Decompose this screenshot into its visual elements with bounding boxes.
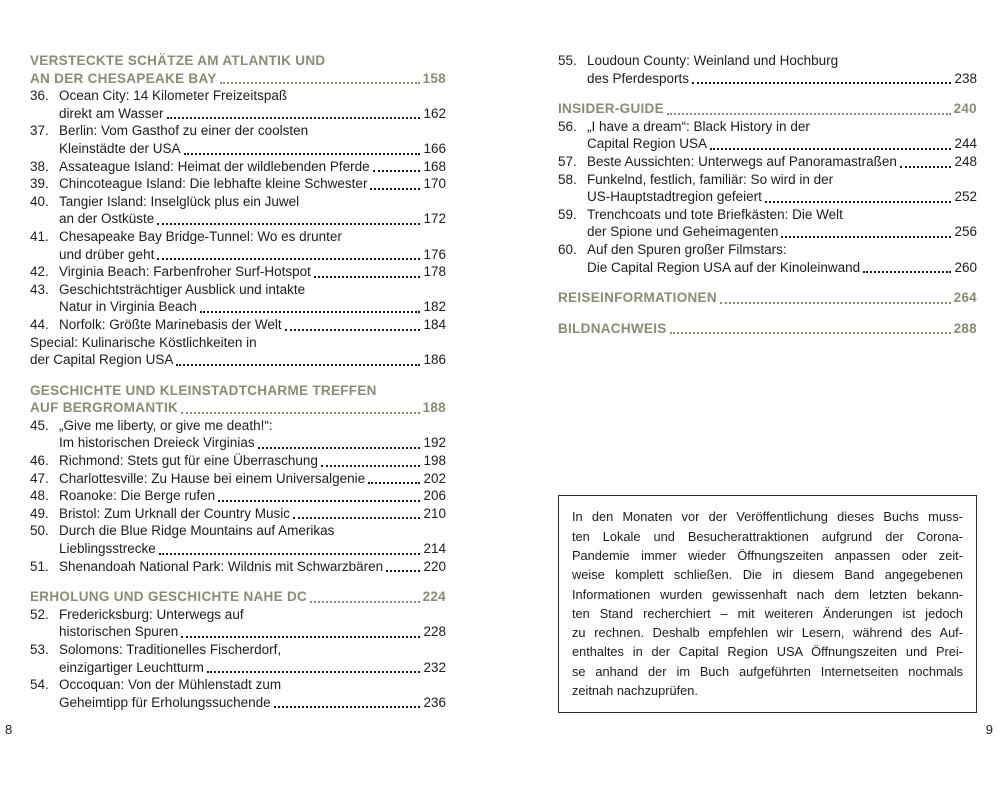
toc-entry-number: 50.: [30, 523, 49, 539]
toc-heading-text: REISEINFORMATIONEN: [558, 290, 717, 306]
toc-entry-text: Charlottesville: Zu Hause bei einem Universalgenie: [59, 470, 366, 486]
toc-entry-page: 182: [423, 299, 446, 315]
toc-entry-text: einzigartiger Leuchtturm: [59, 659, 204, 675]
toc-entry-text: Norfolk: Größte Marinebasis der Welt: [59, 316, 282, 332]
toc-entry-line: [30, 105, 446, 123]
dot-leader: [184, 153, 421, 155]
toc-entry-text: Im historischen Dreieck Virginias: [59, 435, 255, 451]
toc-entry-line: [558, 52, 977, 70]
page-number-right: 9: [985, 722, 993, 737]
toc-entry-line: [558, 188, 977, 206]
toc-entry-line: [558, 206, 977, 224]
toc-entry-number: 46.: [30, 453, 49, 469]
toc-entry-text: Virginia Beach: Farbenfroher Surf-Hotspot: [59, 264, 311, 280]
dot-leader: [900, 166, 952, 168]
toc-entry-line: [30, 641, 446, 659]
toc-entry-text: Funkelnd, festlich, familiär: So wird in der: [587, 171, 834, 187]
dot-leader: [218, 500, 420, 502]
toc-entry-line: [30, 505, 446, 523]
toc-entry-line: [558, 118, 977, 136]
toc-entry-line: [30, 676, 446, 694]
notice-line: weise komplett schließen. Die in diesem Band angegebenen: [572, 567, 963, 583]
toc-entry-line: [30, 558, 446, 576]
toc-entry-page: 248: [954, 153, 977, 169]
toc-entry-line: [558, 259, 977, 277]
toc-entry-number: 60.: [558, 241, 577, 257]
dot-leader: [157, 223, 420, 225]
toc-entry-line: [558, 223, 977, 241]
toc-heading-line: [558, 100, 977, 118]
toc-entry-number: 39.: [30, 176, 49, 192]
toc-entry-line: [30, 487, 446, 505]
toc-entry-text: der Capital Region USA: [30, 352, 174, 368]
toc-entry-page: 192: [423, 435, 446, 451]
dot-leader: [181, 412, 420, 414]
toc-entry-text: historischen Spuren: [59, 624, 179, 640]
toc-section: [30, 382, 446, 576]
toc-entry-page: 244: [954, 136, 977, 152]
notice-line: ten Stand recherchiert – mit weiteren Änderungen ist jedoch: [572, 605, 963, 621]
toc-entry-number: 45.: [30, 417, 49, 433]
toc-entry-line: [558, 153, 977, 171]
dot-leader: [314, 276, 421, 278]
toc-entry-line: [30, 434, 446, 452]
dot-leader: [285, 329, 421, 331]
toc-entry-text: Solomons: Traditionelles Fischerdorf,: [59, 642, 282, 657]
toc-entry-page: 256: [954, 224, 977, 240]
toc-entry-page: 260: [954, 259, 977, 275]
toc-section: [30, 588, 446, 711]
toc-entry-text: Lieblingsstrecke: [59, 541, 156, 557]
toc-heading-line: [30, 588, 446, 606]
toc-entry-line: [30, 540, 446, 558]
toc-entry-line: [30, 263, 446, 281]
toc-entry-line: [30, 623, 446, 641]
dot-leader: [220, 82, 420, 84]
dot-leader: [765, 201, 952, 203]
toc-entry-line: [30, 417, 446, 435]
right-page-column: [558, 52, 977, 713]
toc-entry-line: [558, 135, 977, 153]
toc-entry-line: [558, 241, 977, 259]
toc-entry-number: 56.: [558, 118, 577, 134]
dot-leader: [157, 258, 420, 260]
toc-heading-text: AUF BERGROMANTIK: [30, 400, 179, 416]
toc-entry-page: 198: [423, 453, 446, 469]
notice-line: ten Lokale und Besucherattraktionen aufgrund der Corona-: [572, 528, 963, 544]
toc-heading-text: AN DER CHESAPEAKE BAY: [30, 70, 217, 86]
toc-entry-page: 178: [423, 264, 446, 280]
toc-entry-line: [30, 140, 446, 158]
toc-entry-text: Beste Aussichten: Unterwegs auf Panoramastraßen: [587, 153, 897, 169]
toc-entry-text: „I have a dream“: Black History in der: [587, 118, 810, 134]
toc-entry-text: Auf den Spuren großer Filmstars:: [587, 241, 787, 257]
toc-heading-line: [30, 70, 446, 88]
toc-entry-line: [30, 87, 446, 105]
toc-section: [558, 320, 977, 338]
toc-entry-line: [30, 694, 446, 712]
toc-entry-page: 214: [423, 541, 446, 557]
toc-entry-page: 238: [954, 70, 977, 86]
toc-entry-number: 55.: [558, 53, 577, 68]
toc-entry-line: [30, 470, 446, 488]
toc-heading-line: [30, 382, 446, 400]
toc-heading-page: 224: [422, 589, 446, 605]
toc-entry-page: 236: [423, 694, 446, 710]
toc-entry-line: [30, 334, 446, 352]
toc-heading-text: GESCHICHTE UND KLEINSTADTCHARME TREFFEN: [30, 382, 377, 398]
toc-entry-page: 202: [423, 470, 446, 486]
toc-entry-line: [30, 228, 446, 246]
dot-leader: [293, 517, 420, 519]
toc-entry-line: [30, 522, 446, 540]
toc-entry-number: 37.: [30, 123, 49, 139]
toc-entry-line: [30, 298, 446, 316]
dot-leader: [200, 311, 421, 313]
left-page-column: [30, 52, 446, 724]
toc-entry-page: 172: [423, 211, 446, 227]
toc-entry-text: Geschichtsträchtiger Ausblick und intakte: [59, 281, 306, 297]
page-number-left: 8: [5, 722, 13, 737]
toc-heading-text: VERSTECKTE SCHÄTZE AM ATLANTIK UND: [30, 53, 326, 68]
toc-entry-text: Die Capital Region USA auf der Kinoleinwand: [587, 259, 861, 275]
toc-entry-text: des Pferdesports: [587, 70, 690, 86]
toc-entry-text: Chesapeake Bay Bridge-Tunnel: Wo es drunter: [59, 228, 342, 244]
toc-entry-line: [30, 246, 446, 264]
toc-heading-page: 158: [422, 70, 446, 86]
dot-leader: [207, 671, 421, 673]
right-sections: [558, 52, 977, 337]
dot-leader: [863, 271, 951, 273]
toc-entry-text: Occoquan: Von der Mühlenstadt zum: [59, 677, 282, 693]
dot-leader: [667, 113, 951, 115]
toc-entry-number: 41.: [30, 228, 49, 244]
dot-leader: [692, 82, 951, 84]
dot-leader: [258, 447, 421, 449]
toc-entry-page: 220: [423, 558, 446, 574]
dot-leader: [321, 465, 421, 467]
dot-leader: [670, 332, 951, 334]
toc-entry-page: 176: [423, 246, 446, 262]
toc-entry-number: 47.: [30, 470, 49, 486]
toc-entry-text: Natur in Virginia Beach: [59, 299, 197, 315]
toc-entry-page: 232: [423, 659, 446, 675]
dot-leader: [386, 570, 420, 572]
dot-leader: [781, 236, 951, 238]
toc-entry-text: Trenchcoats und tote Briefkästen: Die Welt: [587, 206, 843, 222]
toc-entry-line: [30, 175, 446, 193]
toc-entry-page: 206: [423, 488, 446, 504]
toc-entry-line: [30, 606, 446, 624]
toc-entry-text: Geheimtipp für Erholungssuchende: [59, 694, 271, 710]
toc-entry-page: 170: [423, 176, 446, 192]
toc-entry-number: 43.: [30, 281, 49, 297]
dot-leader: [181, 636, 420, 638]
toc-heading-text: ERHOLUNG UND GESCHICHTE NAHE DC: [30, 589, 308, 605]
toc-entry-text: und drüber geht: [59, 246, 155, 262]
toc-entry-page: 252: [954, 189, 977, 205]
toc-entry-line: [30, 210, 446, 228]
toc-section: [558, 289, 977, 307]
toc-heading-page: 188: [422, 400, 446, 416]
toc-section: [30, 52, 446, 369]
toc-section: [558, 100, 977, 276]
toc-entry-page: 168: [423, 158, 446, 174]
toc-entry-number: 44.: [30, 316, 49, 332]
toc-entry-line: [30, 316, 446, 334]
toc-entry-text: Fredericksburg: Unterwegs auf: [59, 606, 244, 622]
toc-entry-line: [558, 171, 977, 189]
toc-entry-line: [30, 659, 446, 677]
toc-entry-text: Durch die Blue Ridge Mountains auf Amerikas: [59, 523, 335, 539]
toc-heading-text: BILDNACHWEIS: [558, 320, 667, 336]
toc-entry-text: Berlin: Vom Gasthof zu einer der coolsten: [59, 123, 309, 139]
toc-entry-text: Chincoteague Island: Die lebhafte kleine Schwester: [59, 176, 368, 192]
toc-entry-page: 166: [423, 140, 446, 156]
toc-entry-line: [30, 452, 446, 470]
toc-entry-text: an der Ostküste: [59, 211, 155, 227]
dot-leader: [176, 364, 420, 366]
toc-heading-page: 240: [953, 101, 977, 117]
toc-heading-line: [558, 289, 977, 307]
dot-leader: [720, 302, 951, 304]
toc-entry-text: Assateague Island: Heimat der wildlebenden Pferde: [59, 158, 370, 174]
toc-entry-line: [30, 122, 446, 140]
toc-entry-number: 53.: [30, 642, 49, 657]
notice-line: se anhand der im Buch aufgeführten Internetseiten nochmals: [572, 663, 963, 679]
toc-entry-line: [30, 351, 446, 369]
toc-entry-number: 48.: [30, 488, 49, 504]
toc-entry-number: 42.: [30, 264, 49, 280]
toc-entry-number: 54.: [30, 677, 49, 693]
toc-entry-text: der Spione und Geheimagenten: [587, 224, 779, 240]
toc-entry-number: 36.: [30, 88, 49, 104]
toc-entry-page: 184: [423, 316, 446, 332]
toc-entry-page: 228: [423, 624, 446, 640]
dot-leader: [368, 482, 420, 484]
toc-heading-line: [558, 320, 977, 338]
notice-box: [558, 495, 977, 713]
toc-heading-text: INSIDER-GUIDE: [558, 101, 664, 117]
notice-line: Informationen wurden gewissenhaft nach dem letzten bekann-: [572, 586, 963, 602]
dot-leader: [159, 553, 421, 555]
toc-entry-number: 40.: [30, 193, 49, 209]
notice-line: zu rechnen. Deshalb empfehlen wir Lesern, während des Auf-: [572, 625, 963, 641]
toc-entry-text: Special: Kulinarische Köstlichkeiten in: [30, 334, 257, 350]
toc-entry-line: [30, 281, 446, 299]
notice-line: Pandemie immer wieder Öffnungszeiten anpassen oder zeit-: [572, 547, 963, 563]
toc-entry-text: Roanoke: Die Berge rufen: [59, 488, 216, 504]
dot-leader: [167, 117, 421, 119]
toc-heading-line: [30, 52, 446, 70]
toc-section: [558, 52, 977, 87]
toc-entry-text: Ocean City: 14 Kilometer Freizeitspaß: [59, 88, 288, 104]
notice-line: In den Monaten vor der Veröffentlichung dieses Buchs muss-: [572, 509, 963, 525]
toc-entry-text: direkt am Wasser: [59, 105, 164, 121]
toc-entry-text: Richmond: Stets gut für eine Überraschung: [59, 453, 318, 469]
toc-entry-text: Capital Region USA: [587, 136, 708, 152]
toc-entry-text: Shenandoah National Park: Wildnis mit Schwarzbären: [59, 558, 384, 574]
toc-entry-line: [30, 193, 446, 211]
toc-entry-number: 57.: [558, 153, 577, 169]
toc-heading-page: 288: [953, 320, 977, 336]
toc-entry-text: Tangier Island: Inselglück plus ein Juwel: [59, 193, 300, 209]
toc-entry-number: 52.: [30, 606, 49, 622]
toc-entry-line: [558, 70, 977, 88]
toc-entry-text: Kleinstädte der USA: [59, 140, 181, 156]
toc-entry-number: 49.: [30, 505, 49, 521]
toc-entry-line: [30, 158, 446, 176]
toc-heading-page: 264: [953, 290, 977, 306]
toc-entry-number: 59.: [558, 206, 577, 222]
notice-line: zeitnah nachzuprüfen.: [572, 682, 698, 698]
toc-entry-page: 162: [423, 105, 446, 121]
dot-leader: [370, 188, 420, 190]
dot-leader: [310, 601, 420, 603]
toc-entry-number: 38.: [30, 158, 49, 174]
toc-entry-number: 51.: [30, 558, 49, 574]
toc-heading-line: [30, 399, 446, 417]
toc-entry-page: 186: [423, 352, 446, 368]
toc-entry-text: Bristol: Zum Urknall der Country Music: [59, 505, 291, 521]
dot-leader: [710, 148, 951, 150]
dot-leader: [373, 170, 421, 172]
toc-entry-text: Loudoun County: Weinland und Hochburg: [587, 53, 839, 68]
dot-leader: [274, 706, 421, 708]
toc-entry-page: 210: [423, 505, 446, 521]
notice-line: enthaltes in der Capital Region USA Öffnungszeiten und Prei-: [572, 644, 963, 660]
toc-entry-number: 58.: [558, 171, 577, 187]
toc-entry-text: US-Hauptstadtregion gefeiert: [587, 189, 762, 205]
toc-entry-text: „Give me liberty, or give me death!“:: [59, 417, 273, 433]
